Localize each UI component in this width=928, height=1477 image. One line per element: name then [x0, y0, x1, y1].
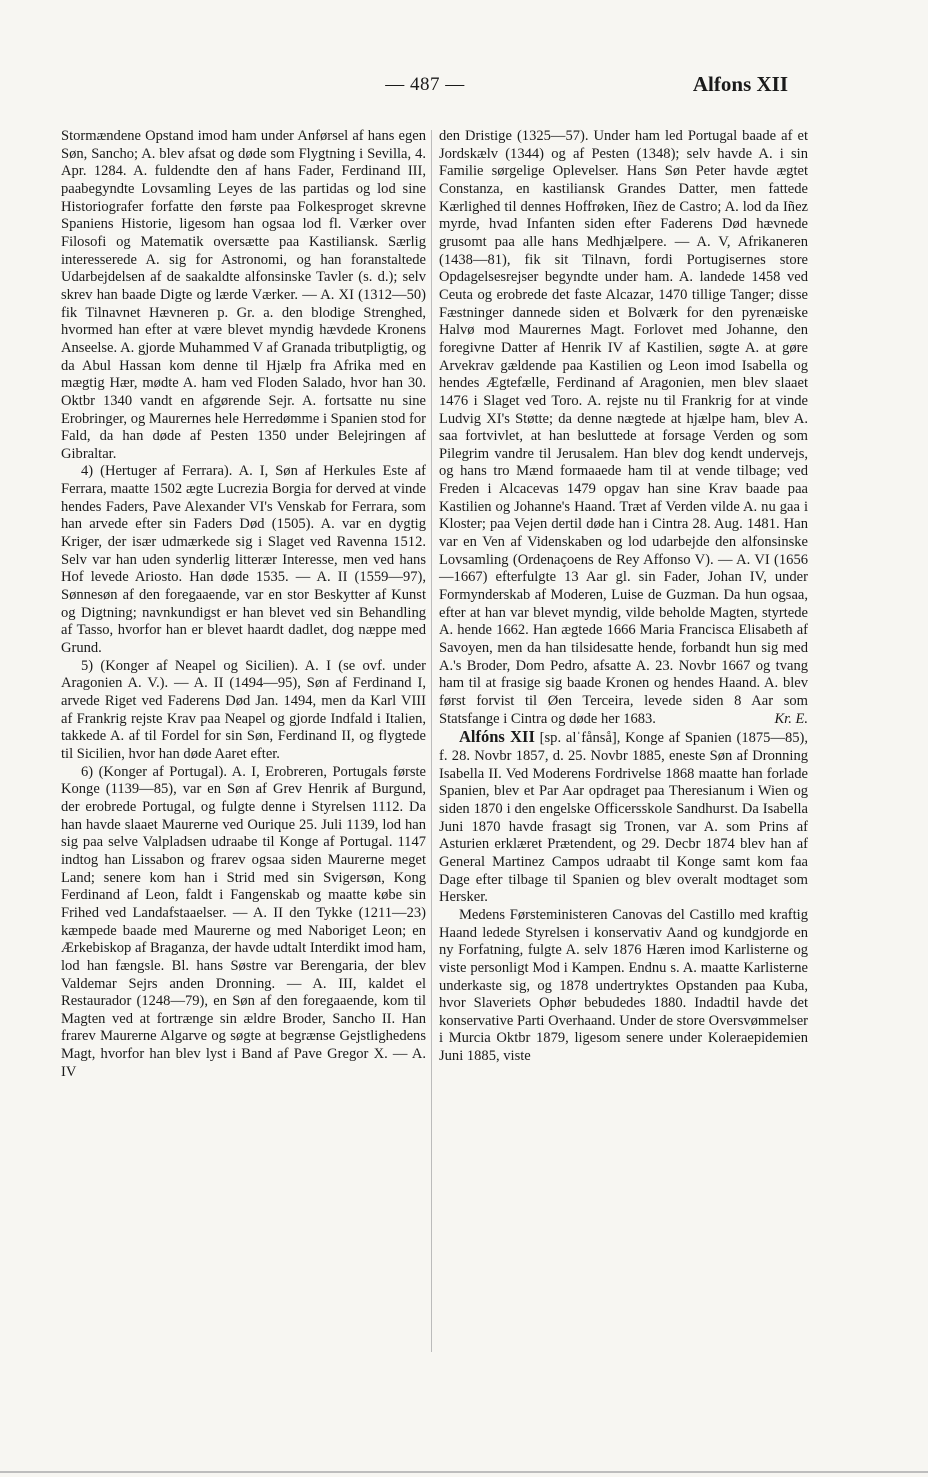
column-divider [431, 130, 432, 1352]
author-signature: Kr. E. [774, 710, 808, 727]
paragraph-portugal: 6) (Konger af Portugal). A. I, Erobreren, Portugals første Konge (1139—85), var en Søn af Grev Henrik af Burgund, der erobrede Portugal, og fulgte denne i Styrelsen 1112. Da han havde slaaet Maurerne ved Ourique 25. Juli 1139, lod han sig paa selve Valpladsen udraabe til Konge af Portugal. 1147 indtog han Lissabon og frarev ogsaa siden Maurerne meget Land; senere kom han i Strid med sin Svigersøn, Kong Ferdinand af Leon, faldt i Fangenskab og maatte købe sin Frihed ved Landafstaaelser. — A. II den Tykke (1211—23) kæmpede baade med Maurerne og med Naboriget Leon; en Ærkebiskop af Braganza, der havde udtalt Interdikt imod ham, lod han fængsle. Bl. hans Søstre var Berengaria, der blev Valdemar Sejrs anden Dronning. — A. III, kaldet el Restaurador (1248—79), en Søn af den foregaaende, kom til Magten ved at fortrænge sin ældre Broder, Sancho II. Han frarev Maurerne Algarve og søgte at begrænse Gejstlighedens Magt, hvorfor han blev lyst i Band af Pave Gregor X. — A. IV [61, 763, 426, 1080]
paragraph-portugal-continued [439, 128, 808, 728]
running-head: Alfons XII [692, 72, 788, 96]
entry-headword: Alfóns XII [459, 727, 535, 747]
bottom-rule [0, 1471, 928, 1473]
paragraph-portugal-continued-text: den Dristige (1325—57). Under ham led Portugal baade af et Jordskælv (1344) og af Pesten (1348); selv havde A. i sin Familie sørgelige Oplevelser. Hans Søn Peter havde ægtet Constanza, en kastiliansk Grandes Datter, men fattede Kærlighed til dennes Hoffrøken, Iñez de Castro; A. lod da Iñez myrde, hvad Infanten siden efter Faderens Død hævnede grusomt paa alle hans Medhjælpere. — A. V, Afrikaneren (1438—81), fik sit Tilnavn, fordi Portugisernes store Opdagelsesrejser begyndte under ham. A. landede 1458 ved Ceuta og erobrede det faste Alcazar, 1470 tillige Tanger; disse Fæstninger dannede siden et Bolværk for den pyrenæiske Halvø mod Maurernes Magt. Forlovet med Johanne, den foregivne Datter af Henrik IV af Kastilien, søgte A. at gøre Arvekrav gældende paa Kastilien og Leon imod Isabella og hendes Ægtefælle, Ferdinand af Aragonien, men blev slaaet 1476 i Slaget ved Toro. A. rejste nu til Frankrig for at vinde Ludvig XI's Støtte; da denne nægtede at hjælpe ham, blev A. saa fortvivlet, at han besluttede at forsage Verden og som Pilegrim vandre til Jerusalem. Han blev dog kendt undervejs, og hans tro Mænd formaaede ham til at vende tilbage; ved Freden i Alcacevas 1479 opgav han sine Krav baade paa Kastilien og Johanne's Haand. Træt af Verden vilde A. nu gaa i Kloster; paa Vejen dertil døde han i Cintra 28. Aug. 1481. Han var en Ven af Videnskaben og lod udarbejde den alfonsinske Lovsamling (Ordenaçoens de Rey Affonso V). — A. VI (1656—1667) efterfulgte 13 Aar gl. sin Fader, Johan IV, under Formynderskab af Moderen, Luise de Guzman. Da hun ogsaa, efter at han var blevet myndig, vilde beholde Magten, styrtede A. hende 1662. Han ægtede 1666 Maria Francisca Elisabeth af Savoyen, men da han tilsidesatte hende, forbandt hun sig med A.'s Broder, Dom Pedro, afsatte A. 23. Novbr 1667 og tvang ham til at frasige sig baade Kronen og hendes Haand. A. blev først forvist til Øen Terceira, levede siden 8 Aar som Statsfange i Cintra og døde her 1683. [439, 128, 808, 727]
paragraph-alfons-x-continued: Stormændene Opstand imod ham under Anførsel af hans egen Søn, Sancho; A. blev afsat og døde som Flygtning i Sevilla, 4. Apr. 1284. A. fuldendte den af hans Fader, Ferdinand III, paabegyndte Lovsamling Leyes de las partidas og lod sine Historiografer forfatte den første paa Folkesproget skrevne Spaniens Historie, ligesom han ogsaa lod fl. Værker over Filosofi og Matematik oversætte paa Kastiliansk. Særlig interesserede A. sig for Astronomi, og han foranstaltede Udarbejdelsen af de saakaldte alfonsinske Tavler (s. d.); selv skrev han baade Digte og lærde Værker. — A. XI (1312—50) fik Tilnavnet Hævneren p. Gr. a. den blodige Strenghed, hvormed han efter at være blevet myndig hævdede Kronens Anseelse. A. gjorde Muhammed V af Granada tributpligtig, og da Abul Hassan kom denne til Hjælp fra Afrika med en mægtig Hær, mødte A. ham ved Floden Salado, hvor han 30. Oktbr 1340 vandt en afgørende Sejr. A. fortsatte nu sine Erobringer, og Maurernes hele Herredømme i Spanien stod for Fald, da han døde af Pesten 1350 under Belejringen af Gibraltar. [61, 128, 426, 462]
right-column [439, 128, 808, 1066]
page-number: — 487 — [385, 74, 465, 95]
left-column [61, 128, 426, 1081]
entry-alfons-xii-text: [sp. alˈfånså], Konge af Spanien (1875—85), f. 28. Novbr 1857, d. 25. Novbr 1885, eneste Søn af Dronning Isabella II. Ved Moderens Fordrivelse 1868 maatte han forlade Spanien, blev et Par Aar opdraget paa Theresianum i Wien og siden 1870 i den engelske Officersskole Sandhurst. Da Isabella Juni 1870 havde frasagt sig Tronen, var A. som Prins af Asturien erklæret Prætendent, og 29. Decbr 1874 blev han af General Martinez Campos udraabt til Konge samt kom faa Dage efter tilbage til Spanien og blev overalt modtaget som Hersker. [439, 730, 808, 906]
paragraph-ferrara: 4) (Hertuger af Ferrara). A. I, Søn af Herkules Este af Ferrara, maatte 1502 ægte Lucrezia Borgia for derved at vinde hendes Faders, Pave Alexander VI's Venskab for Ferrara, som han arvede efter sin Faders Død (1505). A. var en dygtig Kriger, der især udmærkede sig i Slaget ved Ravenna 1512. Selv var han uden synderlig litterær Interesse, men ved hans Hof levede Ariosto. Han døde 1535. — A. II (1559—97), Sønnesøn af den foregaaende, var en stor Beskytter af Kunst og Digtning; navnkundigst er han blevet ved sin Behandling af Tasso, hvorfor han er blevet haardt dadlet, dog næppe med Grund. [61, 463, 426, 657]
entry-alfons-xii [439, 728, 808, 907]
paragraph-neapel-sicilien: 5) (Konger af Neapel og Sicilien). A. I (se ovf. under Aragonien A. V.). — A. II (1494—95), Søn af Ferdinand I, arvede Riget ved Faderens Død Jan. 1494, men da Karl VIII af Frankrig rejste Krav paa Neapel og gjorde Indfald i Italien, takkede A. af til Fordel for sin Søn, Ferdinand II, og flygtede til Sicilien, hvor han døde Aaret efter. [61, 657, 426, 762]
paragraph-canovas: Medens Førsteministeren Canovas del Castillo med kraftig Haand ledede Styrelsen i konservativ Aand og kundgjorde en ny Forfatning, fulgte A. selv 1876 Hæren imod Karlisterne og viste personligt Mod i Kampen. Endnu s. A. maatte Karlisterne underkaste sig, og 1878 undertryktes Opstanden paa Kuba, hvor Slaveriets Ophør bebudedes 1880. Indadtil havde det konservative Parti Overhaand. Under de store Oversvømmelser i Murcia Oktbr 1879, ligesom senere under Koleraepidemien Juni 1885, viste [439, 906, 808, 1065]
